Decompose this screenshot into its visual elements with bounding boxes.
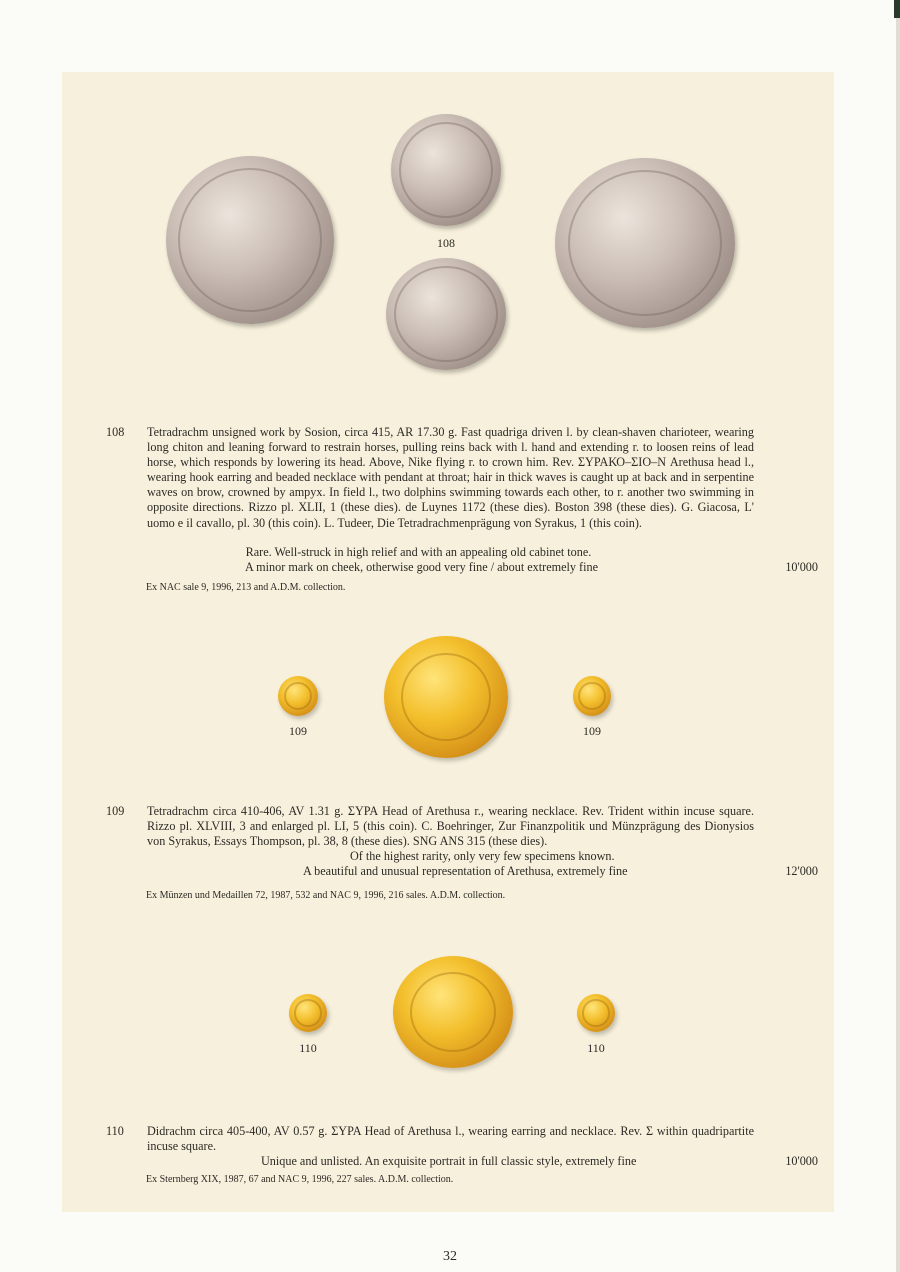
lot-description: Tetradrachm unsigned work by Sosion, circa 415, AR 17.30 g. Fast quadriga driven l. by clean-shaven charioteer, wearing long chiton and leaning forward to restrain horses, pulling reins back with l. hand and extending r. to loosen reins of lead horse, which responds by lowering its head. Above, Nike flying r. to crown him. Rev. ΣΥΡΑΚΟ–ΣΙΟ–Ν Arethusa head l., wearing hook earring and beaded necklace with pendant at throat; hair in thick waves is caught up at back and in serpentine waves on brow, crowned by ampyx. In field l., two dolphins swimming towards each other, to r. another two swimming in opposite directions. Rizzo pl. XLII, 1 (these dies). de Luynes 1172 (these dies). Boston 398 (these dies). G. Giacosa, L' uomo e il cavallo, pl. 30 (this coin). L. Tudeer, Die Tetradrachmenprägung von Syrakus, 1 (this coin). [147,425,754,530]
coin-108-obverse-small [386,258,506,370]
coin-108-obverse-large [555,158,735,328]
coin-label-110-right: 110 [587,1041,605,1055]
page-number: 32 [443,1249,457,1264]
coin-label-110-left: 110 [299,1041,317,1055]
page-edge-mark [894,0,900,18]
lot-109-provenance: Ex Münzen und Medaillen 72, 1987, 532 and NAC 9, 1996, 216 sales. A.D.M. collection. [146,890,506,901]
lot-109-estimate: 12'000 [785,864,818,878]
coin-label-109-left: 109 [289,724,307,738]
coin-109-obverse-actual [278,676,318,716]
lot-110-summary: Unique and unlisted. An exquisite portrait in full classic style, extremely fine [261,1154,637,1168]
lot-108-estimate: 10'000 [785,560,818,574]
coin-110-obverse-enlarged [393,956,513,1068]
page-edge [896,0,900,1272]
coin-108-reverse-large [166,156,334,324]
lot-108-provenance: Ex NAC sale 9, 1996, 213 and A.D.M. collection. [146,582,346,593]
coin-108-reverse-small [391,114,501,226]
coin-label-109-right: 109 [583,724,601,738]
lot-number: 110 [106,1124,124,1138]
lot-number: 108 [106,425,125,439]
coin-110-obverse-actual [289,994,327,1032]
lot-108-summary-2: A minor mark on cheek, otherwise good very fine / about extremely fine [245,560,598,574]
coin-label-108: 108 [437,236,455,250]
lot-110-provenance: Ex Sternberg XIX, 1987, 67 and NAC 9, 1996, 227 sales. A.D.M. collection. [146,1174,454,1185]
coin-109-obverse-enlarged [384,636,508,758]
coin-110-reverse-actual [577,994,615,1032]
lot-number: 109 [106,804,125,818]
lot-108-summary-1: Rare. Well-struck in high relief and with an appealing old cabinet tone. [245,545,592,559]
lot-description: Didrachm circa 405-400, AV 0.57 g. ΣΥΡΑ Head of Arethusa l., wearing earring and necklace. Rev. Σ within quadripartite incuse square. [147,1124,754,1154]
coin-109-reverse-actual [573,676,611,716]
lot-description: Tetradrachm circa 410-406, AV 1.31 g. ΣΥΡΑ Head of Arethusa r., wearing necklace. Rev. Trident within incuse square. Rizzo pl. XLVIII, 3 and enlarged pl. LI, 5 (this coin). C. Boehringer, Zur Finanzpolitik und Münzprägung des Dionysios von Syrakus, Essays Thompson, pl. 38, 8 (these dies). SNG ANS 315 (these dies). [147,804,754,849]
lot-109-summary-1: Of the highest rarity, only very few specimens known. [350,849,615,863]
lot-110-estimate: 10'000 [785,1154,818,1168]
lot-109-summary-2: A beautiful and unusual representation of Arethusa, extremely fine [303,864,628,878]
